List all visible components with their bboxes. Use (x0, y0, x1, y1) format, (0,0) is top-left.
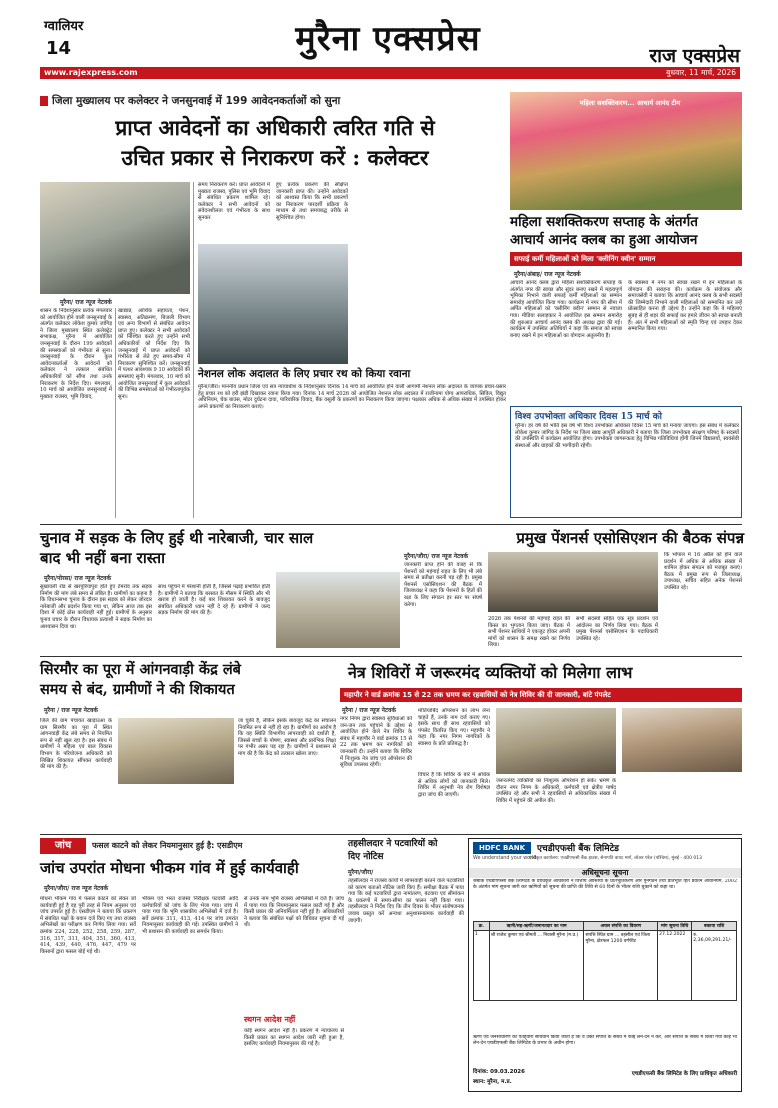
eye-camp-col4: जरूरतमंद व्यक्तियों का निःशुल्क ऑपरेशन हो सके। भ्रमण के दौरान नगर निगम के अधिकारी, कर्मचारी एवं क्षेत्रीय पार्षद उपस्थित रहे और सभी ने रहवासियों से अधिकाधिक संख्या में शिविर में पहुंचने की अपील की। (496, 778, 616, 804)
column-rule (193, 182, 194, 518)
consumer-day-headline: विश्व उपभोक्ता अधिकार दिवस 15 मार्च को (515, 412, 663, 422)
jansunwai-photo-caption: मुरैना/ राज न्यूज नेटवर्क (60, 299, 112, 306)
hdfc-th: बकाया राशि (692, 922, 737, 931)
jaanch-kicker: फसल काटने को लेकर नियमानुसार हुई है: एसडीएम (92, 841, 243, 850)
column-rule (115, 308, 116, 518)
story-eye-camp (340, 660, 742, 830)
pensioners-col4: कि भोपाल में 16 अप्रैल को होने वाले प्रदर्शन में अधिक से अधिक संख्या में शामिल होकर संगठन को मजबूत बनाएं। बैठक में प्रमुख रूप से जिलाध्यक्ष, उपाध्यक्ष, सचिव सहित अनेक पेंशनर्स उपस्थित रहे। (664, 552, 742, 591)
story1-col2: खाद्यान्न, आर्थिक सहायता, पेंशन, स्वास्थ्य, अतिक्रमण, बिजली विभाग एवं अन्य विभागों से संबंधित आवेदन प्राप्त हुए। कलेक्टर ने सभी आवेदकों को निश्चित करते हुए उन्होंने सभी अधिकारियों को निर्देश दिए कि जनसुनवाई में प्राप्त आवेदनों को गंभीरता से लेते हुए समय-सीमा में निराकरण सुनिश्चित करें। जनसुनवाई में पत्थर आवश्यक 9 10 आवेदकों की समस्याएं सुनी। मंगलवार, 10 मार्च को आयोजित जनसुनवाई में कुल आवेदकों की विभिन्न समस्याओं को गंभीरतापूर्वक सुना। (118, 308, 190, 400)
brand-name: राज एक्सप्रेस (649, 45, 740, 67)
hdfc-th: अचल संपत्ति का विवरण (584, 922, 658, 931)
hdfc-notice-body: जबकि एचडीएफसी बैंक लिमिटेड के प्राधिकृत अधिकारी ने वित्तीय आस्तियों के प्रतिभूतिकरण और पुनर्गठन तथा प्रतिभूति हित प्रवर्तन अधिनियम, 2002 के अंतर्गत मांग सूचना जारी कर ऋणियों को सूचना की प्राप्ति की तिथि से 60 दिनों के भीतर राशि चुकाने को कहा था। (473, 879, 737, 890)
hdfc-td: रु. 2,36,09,291.21/- (692, 931, 737, 1001)
hdfc-td: श्री राजेश कुमार एवं श्रीमती ... निवासी मुरैना (म.प्र.) (489, 931, 584, 1001)
jaanch-col3: से उनके नाम भूमि राजस्व अभिलेखों में दर्ज है। जांच में पाया गया कि नियमानुसार फसल काटी गई है और किसी प्रकार की अनियमितता नहीं हुई है। अधिकारियों ने बताया कि संबंधित पक्षों को विधिवत सूचना दी गई थी। (244, 896, 344, 929)
eye-camp-headline: नेत्र शिविरों में जरूरमंद व्यक्तियों को मिलेगा लाभ (348, 663, 633, 682)
tehsildar-headline-2: दिए नोटिस (348, 852, 384, 862)
issue-date: बुधवार, 11 मार्च, 2026 (666, 68, 736, 77)
anganwadi-headline-2: समय से बंद, ग्रामीणों ने की शिकायत (40, 681, 235, 698)
website-url[interactable]: www.rajexpress.com (44, 68, 138, 77)
jaanch-col2: भीकम एवं भरत राजस्व निरीक्षक पटवारी आदि कर्मचारियों को जांच के लिए भेजा गया। जांच में पाया गया कि भूमि शासकीय अभिलेखों में दर्ज है। सर्वे क्रमांक 311, 413, 414 पर जांच उपरांत नियमानुसार कार्यवाही की गई। उपस्थित ग्रामीणों ने भी प्रशासन की कार्यवाही का समर्थन किया। (142, 896, 238, 935)
story-women-week (510, 92, 742, 402)
anganwadi-photo (118, 718, 234, 784)
tehsildar-headline-1: तहसीलदार ने पटवारियों को (348, 839, 438, 849)
stay-order-body: कोई स्थगन आदेश नहीं है। प्रकरण में न्यायालय से किसी प्रकार का स्थगन आदेश जारी नहीं हुआ है, इसलिए कार्यवाही नियमानुसार की गई है। (244, 1028, 344, 1048)
hdfc-table (473, 921, 737, 1001)
pensioners-col1: जानकारी प्राप्त होने की वजह से कि पेंशनरों को महंगाई राहत के लिए भी लंबे समय से प्रतीक्षा करनी पड़ रही है। प्रमुख पेंशनर्स एसोसिएशन की बैठक में जिलाध्यक्ष ने कहा कि पेंशनरों के हितों की रक्षा के लिए संगठन हर स्तर पर संघर्ष करेगा। (404, 562, 482, 608)
hdfc-logo-text: HDFC BANK (478, 844, 526, 852)
eye-camp-col3: विचार है कि शिविर के बारे में अधिक से अधिक लोगों को जानकारी मिले। शिविर में अनुभवी नेत्र रोग विशेषज्ञ द्वारा जांच की जाएगी। (418, 772, 490, 798)
eye-camp-subhead: महापौर ने वार्ड क्रमांक 15 से 22 तक भ्रमण कर रहवासियों को नेत्र शिविर की दी जानकारी, बांटे पंपलेट (340, 688, 742, 702)
lok-adalat-photo (198, 244, 348, 364)
story-jaanch (40, 838, 344, 1092)
eye-camp-photo-1 (496, 708, 616, 774)
jaanch-col1: मोधना भीकम गांव में फसल काटने को लेकर जो कार्यवाही हुई है वह पूरी तरह से नियम अनुसार एवं जांच उपरांत हुई है। एसडीएम ने बताया कि प्रकरण में संबंधित पक्षों के बयान दर्ज किए गए तथा राजस्व अभिलेखों का परीक्षण कर निर्णय लिया गया। सर्वे क्रमांक 224, 228, 252, 258, 259, 287, 316, 317, 311, 404, 351, 360, 413, 414, 439, 440, 476, 447, 479 पर किसानों द्वारा फसल बोई गई थी। (40, 896, 136, 955)
story-collector (40, 92, 508, 522)
eye-camp-byline: मुरैना / राज न्यूज नेटवर्क (342, 707, 396, 714)
tehsildar-byline: मुरैना/जौरा/ (348, 869, 374, 876)
jansunwai-photo (40, 182, 190, 294)
consumer-day-body: मुरैना। हर वर्ष की भांति इस वर्ष भी विश्व उपभोक्ता अधिकार दिवस 15 मार्च को मनाया जाएगा। इस संबंध में कलेक्टर लोकेश कुमार जांगिड़ के निर्देश पर जिला खाद्य आपूर्ति अधिकारी ने बताया कि जिला उपभोक्ता संरक्षण परिषद के सदस्यों की उपस्थिति में कार्यक्रम आयोजित होगा। उपभोक्ता जागरूकता हेतु विभिन्न गतिविधियां होंगी जिनमें विद्यालयों, स्वयंसेवी संस्थाओं और ग्राहकों की भागीदारी रहेगी। (515, 423, 739, 449)
page-number: 14 (46, 38, 72, 59)
lok-adalat-headline: नेशनल लोक अदालत के लिए प्रचार रथ को किया रवाना (198, 368, 411, 380)
hdfc-table-header-row (474, 922, 737, 931)
hdfc-notice-title: अधिसूचना सूचना (469, 868, 741, 878)
story-consumer-day (510, 406, 742, 518)
hdfc-th: मांग सूचना तिथि (658, 922, 692, 931)
women-week-headline-1: महिला सशक्तिकरण सप्ताह के अंतर्गत (510, 214, 698, 230)
hdfc-signatory: एचडीएफसी बैंक लिमिटेड के लिए प्राधिकृत अधिकारी (631, 1071, 737, 1077)
story-pensioners (404, 528, 742, 652)
hdfc-date: दिनांक: 09.03.2026 (473, 1069, 525, 1075)
pensioners-photo (488, 552, 658, 612)
lok-adalat-body: मुरैना/जौरा। माननीय प्रधान जिला एवं सत्र न्यायाधीश के निर्देशानुसार दिनांक 14 मार्च को आयोजित होने वाली आगामी नेशनल लोक अदालत के व्यापक प्रचार-प्रसार हेतु प्रचार रथ को हरी झंडी दिखाकर रवाना किया गया। दिनांक 14 मार्च 2026 को आयोजित नेशनल लोक अदालत में राजीनामा योग्य आपराधिक, सिविल, विद्युत अधिनियम, चेक बाउंस, मोटर दुर्घटना दावा, पारिवारिक विवाद, बैंक वसूली के प्रकरणों का निराकरण किया जाएगा। पक्षकार अधिक से अधिक संख्या में उपस्थित होकर अपने प्रकरणों का निराकरण कराएं। (198, 384, 506, 410)
story-road (40, 528, 400, 648)
road-byline: मुरैना/पोरसा/ राज न्यूज नेटवर्क (44, 575, 112, 582)
hdfc-address: पंजीकृत कार्यालय: एचडीएफसी बैंक हाउस, सेनापति बापट मार्ग, लोअर परेल (पश्चिम), मुंबई - 400 013 (529, 856, 702, 861)
tehsildar-body: तहसीलदार ने राजस्व कार्यों में लापरवाही बरतने वाले पटवारियों को कारण बताओ नोटिस जारी किए हैं। समीक्षा बैठक में पाया गया कि कई पटवारियों द्वारा नामांतरण, बंटवारा एवं सीमांकन के प्रकरणों में समय-सीमा का पालन नहीं किया गया। तहसीलदार ने निर्देश दिए कि तीन दिवस के भीतर संतोषजनक जवाब प्रस्तुत करें अन्यथा अनुशासनात्मक कार्यवाही की जाएगी। (348, 878, 464, 924)
pensioners-headline: प्रमुख पेंशनर्स एसोसिएशन की बैठक संपन्न (516, 529, 744, 547)
road-col1: सुखावली रोड से खरपुरियापुरा होते हुए टेमरांव तक सड़क निर्माण की मांग लंबे समय से लंबित है। ग्रामीणों का कहना है कि विधानसभा चुनाव के दौरान इस सड़क को लेकर जोरदार नारेबाजी और प्रदर्शन किया गया था, लेकिन आज तक इस दिशा में कोई ठोस कार्यवाही नहीं हुई। ग्रामीणों के अनुसार चुनाव प्रचार के दौरान विधायक प्रत्याशी ने सड़क निर्माण का आश्वासन दिया था। (40, 584, 152, 630)
story1-col3: समय निराकरण करें। प्राप्त आवेदनों में मुख्यतः राजस्व, पुलिस एवं भूमि विवाद से संबंधित प्रकरण शामिल रहे। कलेक्टर ने सभी आवेदनों को संवेदनशीलता एवं गंभीरता के साथ सुनकर (198, 182, 270, 221)
road-photo (276, 572, 400, 648)
hdfc-notice (468, 838, 742, 1092)
story1-headline-2: उचित प्रकार से निराकरण करें : कलेक्टर (121, 145, 429, 170)
section-divider (40, 524, 742, 525)
photo-banner-text: महिला सशक्तिकरण... आचार्य आनंद टीम (579, 99, 681, 107)
eye-camp-col2: मोतियाबिंद ऑपरेशन का लाभ लेना चाहते हैं, उनके नाम दर्ज कराए गए। इसके साथ ही साथ रहवासियों को पंपलेट वितरित किए गए। महापौर ने कहा कि नगर निगम नागरिकों के स्वास्थ्य के प्रति प्रतिबद्ध है। (418, 708, 490, 747)
story1-col4: हुए प्रत्येक प्रकरण की संक्षिप्त जानकारी प्राप्त की। उन्होंने आवेदकों को आश्वस्त किया कि सभी प्रकरणों का निराकरण पारदर्शी प्रक्रिया के माध्यम से तथा समयबद्ध तरीके से सुनिश्चित होगा। (276, 182, 348, 221)
story-tehsildar (348, 838, 464, 1092)
masthead-title: मुरैना एक्सप्रेस (295, 19, 481, 59)
jaanch-byline: मुरैना/जौरा/ राज न्यूज नेटवर्क (44, 885, 109, 892)
hdfc-place: स्थान: मुरैना, म.प्र. (473, 1079, 512, 1085)
pensioners-byline: मुरैना/जौरा/ राज न्यूज नेटवर्क (404, 553, 469, 560)
eye-camp-col1: नगर निगम द्वारा स्वास्थ्य सुविधाओं को जन-जन तक पहुंचाने के उद्देश्य से आयोजित होने वाले नेत्र शिविर के संबंध में महापौर ने वार्ड क्रमांक 15 से 22 तक भ्रमण कर नागरिकों को जानकारी दी। उन्होंने बताया कि शिविर में निःशुल्क नेत्र जांच एवं ऑपरेशन की सुविधा उपलब्ध रहेगी। (340, 716, 412, 769)
hdfc-footer-body: ऋणी एवं जनसाधारण को एतद्द्वारा सावधान किया जाता है कि वे उक्त संपत्ति के संबंध में कोई लेन-देन न करें, और संपत्ति के संबंध में किया गया कोई भी लेन-देन एचडीएफसी बैंक लिमिटेड के प्रभार के अधीन होगा। (473, 1035, 737, 1046)
pensioners-col2: 2026 तक पेंशनरों की महंगाई राहत की किस्त का भुगतान किया जाए। बैठक में सभी पेंशनर साथियों ने एकजुट होकर अपनी मांगों को शासन के समक्ष रखने का निर्णय लिया। (488, 616, 570, 649)
stay-order-head: स्थगन आदेश नहीं (244, 1015, 296, 1024)
hdfc-table-wrap (473, 921, 737, 1001)
women-week-subhead: सफाई कर्मी महिलाओं को मिला 'क्लीनिंग क्वीन' सम्मान (510, 252, 742, 266)
anganwadi-byline: मुरैना / राज न्यूज नेटवर्क (44, 707, 98, 714)
story1-headline-1: प्राप्त आवेदनों का अधिकारी त्वरित गति से (115, 115, 435, 140)
women-week-col2: के स्वास्थ्य में नगर को स्वच्छ रखने में इन महिलाओं के योगदान की सराहना की। कार्यक्रम के संयोजक और समाजसेवी ने बताया कि आचार्य आनंद क्लब के सभी सदस्यों की जिम्मेदारी निभाने वाली महिलाओं को सम्मानित कर उन्हें प्रोत्साहित करना ही उद्देश्य है। उन्होंने कहा कि ये महिलाएं सुबह से ही शहर की सफाई कर हमारे जीवन को स्वच्छ बनाती हैं। अंत में सभी महिलाओं को स्मृति चिन्ह एवं उपहार देकर सम्मानित किया गया। (628, 280, 742, 333)
hdfc-logo-block (473, 842, 531, 854)
hdfc-th: क्र. (474, 922, 490, 931)
anganwadi-headline-1: सिरमौर का पूरा में आंगनवाड़ी केंद्र लंबे (40, 661, 241, 678)
masthead (0, 0, 778, 86)
story1-kicker: जिला मुख्यालय पर कलेक्टर ने जनसुनवाई में 199 आवेदनकर्ताओं को सुना (52, 95, 341, 107)
story1-kicker-marker (40, 96, 48, 106)
cleaning-queen-photo (510, 92, 742, 210)
hdfc-td: संपत्ति स्थित ग्राम ... तहसील एवं जिला मुरैना, क्षेत्रफल 1200 वर्गफीट (584, 931, 658, 1001)
women-week-col1: आचार्य आनंद क्लब द्वारा महिला सशक्तिकरण सप्ताह के अंतर्गत नगर की स्वच्छ और सुंदर बनाए रखने में महत्वपूर्ण भूमिका निभाने वाली सफाई कर्मी महिलाओं का सम्मान समारोह आयोजित किया गया। कार्यक्रम में नगर की सीमा में अर्पित महिलाओं को 'क्लीनिंग क्वीन' सम्मान से नवाजा गया। मीडिया सलाहकार ने आयोजित इस सम्मान समारोह की शुरुआत आचार्य आनंद क्लब की अध्यक्ष द्वारा की गई। कार्यक्रम में उपस्थित अतिथियों ने कहा कि समाज को स्वच्छ बनाए रखने में इन महिलाओं का योगदान अतुलनीय है। (510, 280, 622, 339)
section-divider (40, 834, 742, 835)
eye-camp-photo-2 (622, 708, 742, 772)
hdfc-th: ऋणी/सह-ऋणी/जमानतदार का नाम (489, 922, 584, 931)
road-col2: साथ पहुंचने में परेशानी होती है, जिससे पढ़ाई प्रभावित होती है। ग्रामीणों ने बताया कि बरसात के मौसम में स्थिति और भी खराब हो जाती है। कई बार शिकायत करने के बावजूद संबंधित अधिकारी ध्यान नहीं दे रहे हैं। ग्रामीणों ने जल्द सड़क निर्माण की मांग की है। (158, 584, 270, 617)
jaanch-headline: जांच उपरांत मोधना भीकम गांव में हुई कार्यवाही (40, 859, 299, 877)
masthead-city: ग्वालियर (44, 19, 84, 34)
road-headline-2: बाद भी नहीं बना रास्ता (40, 549, 165, 567)
hdfc-bank-hindi: एचडीएफसी बैंक लिमिटेड (537, 844, 619, 854)
road-headline-1: चुनाव में सड़क के लिए हुई थी नारेबाजी, चार साल (40, 529, 314, 547)
table-row (474, 931, 737, 1001)
section-divider (40, 656, 742, 657)
hdfc-td: 27.12.2022 (658, 931, 692, 1001)
anganwadi-col1: जिले की ग्राम पंचायत खाड़ाउआ के ग्राम सिरमौर का पूरा में स्थित आंगनवाड़ी केंद्र लंबे समय से नियमित रूप से नहीं खुल रहा है। इस संबंध में ग्रामीणों ने महिला एवं बाल विकास विभाग के परियोजना अधिकारी को लिखित शिकायत सौंपकर कार्यवाही की मांग की है। (40, 718, 112, 771)
story-anganwadi (40, 660, 336, 830)
jaanch-label: जांच (40, 838, 86, 854)
women-week-byline: मुरैना/अंबाह/ राज न्यूज नेटवर्क (514, 271, 581, 278)
hdfc-tagline: We understand your world (473, 856, 537, 861)
story1-col1: शासन के निर्देशानुसार प्रत्येक मंगलवार को आयोजित होने वाली जनसुनवाई के अंतर्गत कलेक्टर लोकेश कुमार जांगिड़ ने जिला मुख्यालय स्थित कलेक्ट्रेट सभाकक्ष, मुरैना में आयोजित जनसुनवाई के दौरान 199 आवेदकों की समस्याओं को गंभीरता से सुना। जनसुनवाई के दौरान कुल आवेदनकर्ताओं के आवेदनों को कलेक्टर ने तत्काल संबंधित अधिकारियों को सौंपा तथा उनके निराकरण के निर्देश दिए। मंगलवार, 10 मार्च को आयोजित जनसुनवाई में मुख्यतः राजस्व, भूमि विवाद, (40, 308, 112, 400)
women-week-headline-2: आचार्य आनंद क्लब का हुआ आयोजन (510, 232, 698, 248)
pensioners-col3: सभी सदस्यों सहित एक सूत्र प्रदर्शन एवं आंदोलन का निर्णय लिया गया। बैठक में प्रमुख पेंशनर्स एसोसिएशन के पदाधिकारी उपस्थित रहे। (576, 616, 658, 642)
hdfc-td: 1 (474, 931, 490, 1001)
anganwadi-col2: जा चुकी है, लेकिन इसके बावजूद केंद्र का संचालन नियमित रूप से नहीं हो रहा है। ग्रामीणों का आरोप है कि यह स्थिति विभागीय लापरवाही को दर्शाती है, जिससे बच्चों के पोषण, स्वास्थ्य और प्रारंभिक शिक्षा पर गंभीर असर पड़ रहा है। ग्रामीणों ने प्रशासन से मांग की है कि केंद्र को तत्काल खोला जाए। (238, 718, 336, 757)
